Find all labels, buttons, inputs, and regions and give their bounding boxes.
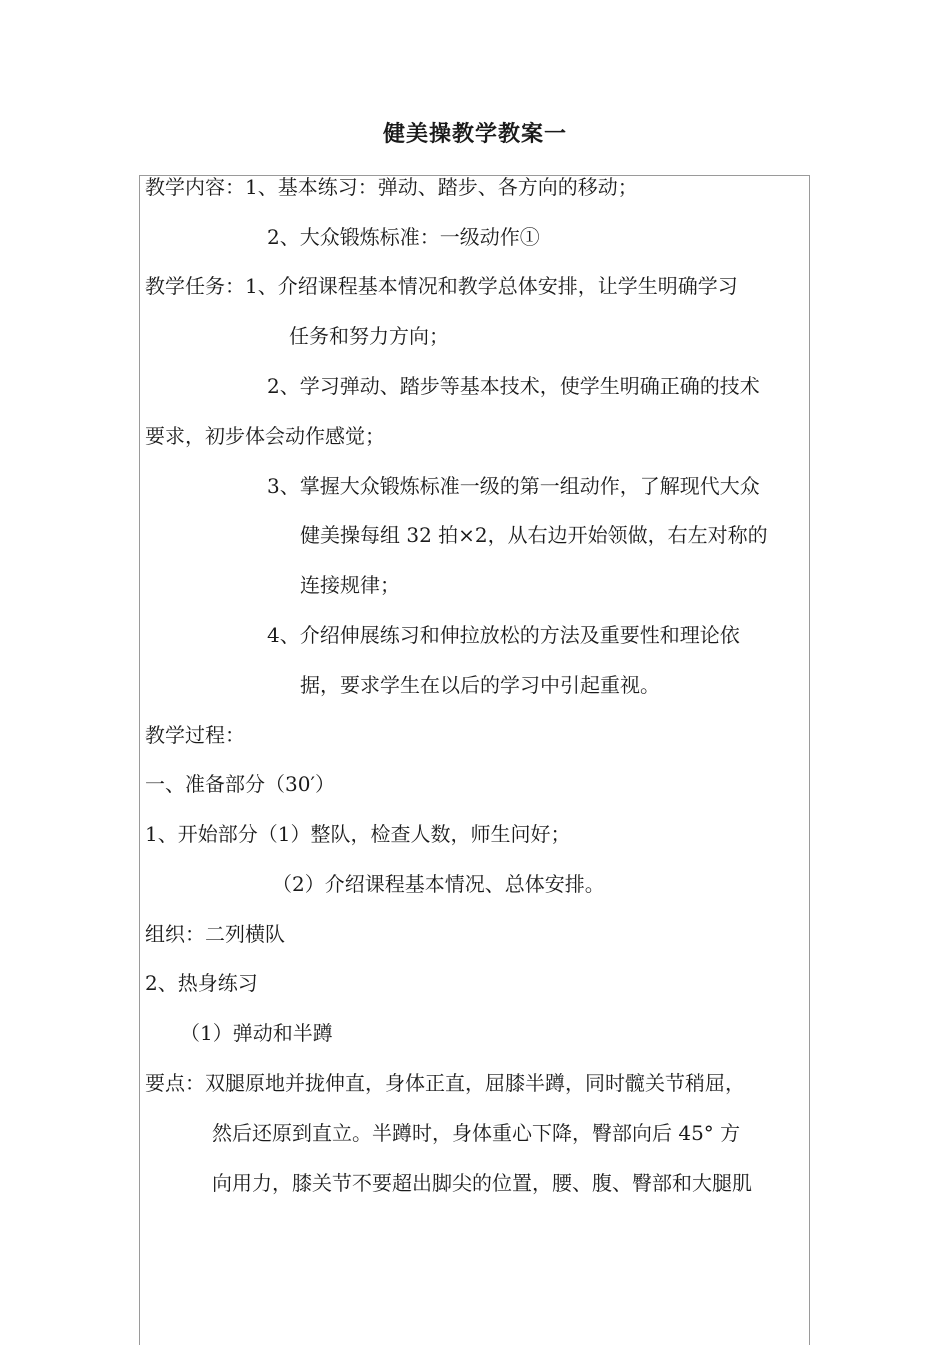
content-line: 据，要求学生在以后的学习中引起重视。 [300, 673, 660, 697]
content-line: 向用力，膝关节不要超出脚尖的位置，腰、腹、臀部和大腿肌 [212, 1171, 752, 1195]
content-line: 2、大众锻炼标准：一级动作① [267, 225, 540, 249]
content-line: 教学内容：1、基本练习：弹动、踏步、各方向的移动； [145, 175, 638, 199]
content-line: 教学过程： [145, 723, 245, 747]
content-line: 组织：二列横队 [145, 922, 285, 946]
content-line: 2、学习弹动、踏步等基本技术，使学生明确正确的技术 [267, 374, 760, 398]
content-line: 一、准备部分（30′） [145, 772, 335, 796]
content-line: 教学任务：1、介绍课程基本情况和教学总体安排，让学生明确学习 [145, 274, 738, 298]
content-line: 任务和努力方向； [289, 324, 449, 348]
content-line: （1）弹动和半蹲 [180, 1021, 333, 1045]
content-line: 然后还原到直立。半蹲时，身体重心下降，臀部向后 45° 方 [212, 1121, 741, 1145]
content-line: 4、介绍伸展练习和伸拉放松的方法及重要性和理论依 [267, 623, 740, 647]
content-line: 3、掌握大众锻炼标准一级的第一组动作，了解现代大众 [267, 474, 760, 498]
content-line: 1、开始部分（1）整队，检查人数，师生问好； [145, 822, 571, 846]
content-line: 要求，初步体会动作感觉； [145, 424, 385, 448]
content-line: 2、热身练习 [145, 971, 258, 995]
content-line: 健美操每组 32 拍×2，从右边开始领做，右左对称的 [300, 523, 768, 547]
content-line: 要点：双腿原地并拢伸直，身体正直，屈膝半蹲，同时髋关节稍屈， [145, 1071, 745, 1095]
content-line: 连接规律； [300, 573, 400, 597]
content-line: （2）介绍课程基本情况、总体安排。 [272, 872, 605, 896]
document-title: 健美操教学教案一 [382, 122, 567, 147]
